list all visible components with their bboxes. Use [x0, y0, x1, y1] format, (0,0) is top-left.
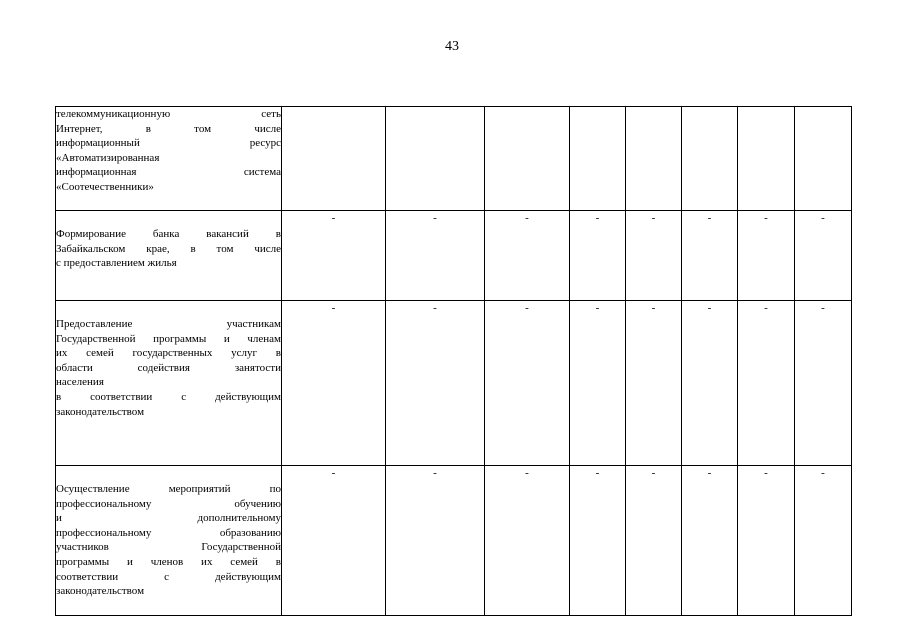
description-line: программы и членов их семей в — [56, 555, 281, 568]
table-cell: - — [795, 466, 852, 616]
table-cell: - — [485, 301, 570, 466]
table-cell: - — [282, 211, 386, 301]
table-cell: - — [738, 211, 795, 301]
table-cell: - — [570, 211, 626, 301]
description-line: телекоммуникационную сеть — [56, 108, 281, 120]
description-line: законодательством — [56, 405, 145, 418]
table-cell: - — [282, 301, 386, 466]
table-cell: - — [386, 466, 485, 616]
description-line: в соответствии с действующим — [56, 390, 281, 403]
description-line: Предоставление участникам — [56, 318, 281, 330]
table-cell — [682, 107, 738, 211]
table-row — [56, 107, 852, 211]
description-line: соответствии с действующим — [56, 570, 281, 583]
table-cell: - — [570, 301, 626, 466]
table-cell — [626, 107, 682, 211]
table-cell — [386, 107, 485, 211]
measure-description — [56, 107, 282, 211]
description-line: области содействия занятости — [56, 361, 281, 374]
description-line: и дополнительному — [56, 512, 281, 525]
table-cell: - — [682, 301, 738, 466]
table-cell: - — [738, 466, 795, 616]
table-cell: - — [485, 466, 570, 616]
table-cell — [485, 107, 570, 211]
description-line: профессиональному обучению — [56, 497, 281, 510]
table-cell: - — [570, 466, 626, 616]
description-line: их семей государственных услуг в — [56, 347, 281, 360]
description-line: информационная система — [56, 166, 281, 179]
table-row — [56, 211, 852, 301]
table-cell: - — [682, 211, 738, 301]
table-cell: - — [626, 301, 682, 466]
table-cell: - — [626, 466, 682, 616]
description-line: Интернет, в том числе — [56, 122, 281, 135]
table-cell: - — [682, 466, 738, 616]
table-cell — [738, 107, 795, 211]
table-cell — [282, 107, 386, 211]
description-line: «Автоматизированная — [56, 151, 160, 164]
description-line: населения — [56, 376, 104, 389]
description-line: Забайкальском крае, в том числе — [56, 242, 281, 255]
table-row — [56, 301, 852, 466]
description-line: информационный ресурс — [56, 137, 281, 150]
measure-description — [56, 211, 282, 301]
measure-description — [56, 301, 282, 466]
description-line: законодательством — [56, 585, 145, 598]
table-cell: - — [795, 301, 852, 466]
page-number: 43 — [445, 39, 459, 54]
description-line: «Соотечественники» — [56, 180, 154, 193]
table-cell — [795, 107, 852, 211]
table-cell: - — [795, 211, 852, 301]
table-cell: - — [386, 211, 485, 301]
description-line: профессиональному образованию — [56, 526, 281, 539]
description-line: с предоставлением жилья — [56, 257, 177, 270]
description-line: Формирование банка вакансий в — [56, 228, 281, 240]
table-cell: - — [282, 466, 386, 616]
table-cell — [570, 107, 626, 211]
table-cell: - — [626, 211, 682, 301]
program-measures-table — [55, 106, 852, 616]
table-cell: - — [485, 211, 570, 301]
description-line: Государственной программы и членам — [56, 332, 281, 345]
table-cell: - — [738, 301, 795, 466]
measure-description — [56, 466, 282, 616]
description-line: Осуществление мероприятий по — [56, 483, 281, 495]
description-line: участников Государственной — [56, 541, 281, 554]
table-row — [56, 466, 852, 616]
table-cell: - — [386, 301, 485, 466]
